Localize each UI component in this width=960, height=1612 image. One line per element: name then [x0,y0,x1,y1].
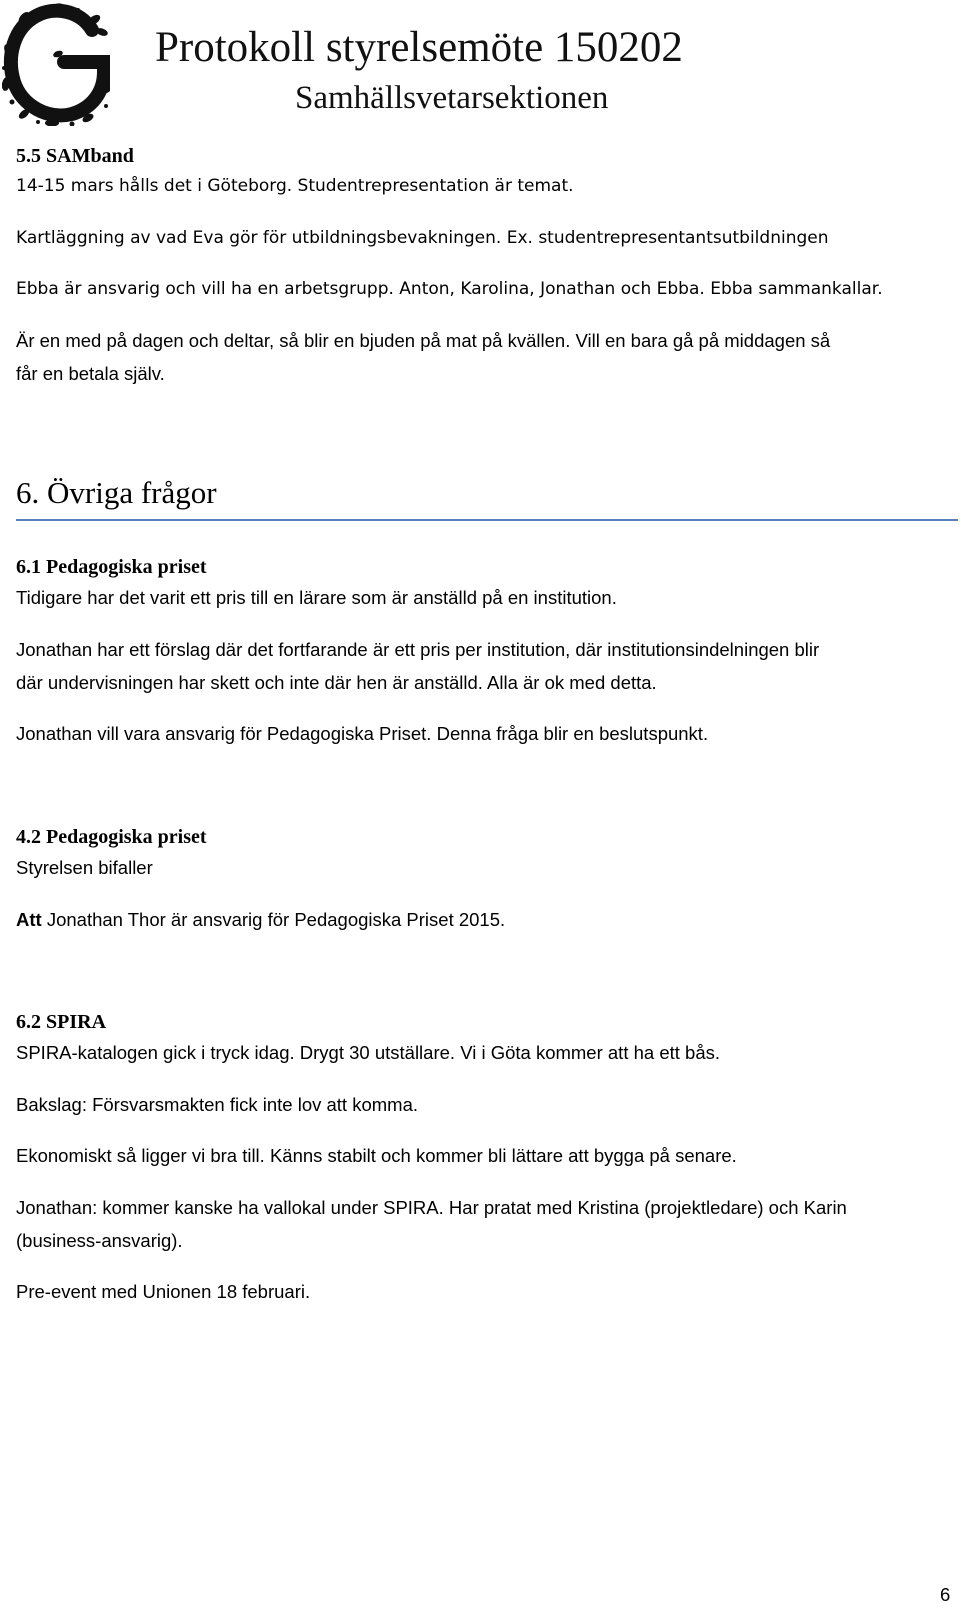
paragraph: Bakslag: Försvarsmakten fick inte lov att komma. [16,1094,418,1115]
floral-g-logo-icon [2,2,110,126]
heading-5-5: 5.5 SAMband [16,145,134,167]
decision-line [16,903,946,936]
document-title: Protokoll styrelsemöte 150202 [155,24,683,71]
heading-4-2: 4.2 Pedagogiska priset [16,826,207,848]
att-keyword: Att [16,909,42,930]
paragraph: Tidigare har det varit ett pris till en lärare som är anställd på en institution. [16,587,617,608]
paragraph: Ekonomiskt så ligger vi bra till. Känns stabilt och kommer bli lättare att bygga på senare. [16,1145,737,1166]
section-divider [16,519,958,521]
paragraph-continued: där undervisningen har skett och inte där hen är anställd. Alla är ok med detta. [16,672,657,693]
paragraph: Kartläggning av vad Eva gör för utbildningsbevakningen. Ex. studentrepresentantsutbildningen [16,228,829,248]
page-number: 6 [940,1584,951,1605]
paragraph: Jonathan har ett förslag där det fortfarande är ett pris per institution, där institutionsindelningen blir [16,639,820,660]
section-heading-6: 6. Övriga frågor [16,475,217,510]
paragraph: Pre-event med Unionen 18 februari. [16,1281,311,1302]
heading-6-2: 6.2 SPIRA [16,1011,107,1033]
document-subtitle: Samhällsvetarsektionen [295,80,609,116]
paragraph-continued: får en betala själv. [16,363,165,384]
paragraph: Ebba är ansvarig och vill ha en arbetsgrupp. Anton, Karolina, Jonathan och Ebba. Ebba sammankallar. [16,279,883,299]
paragraph: 14-15 mars hålls det i Göteborg. Studentrepresentation är temat. [16,176,574,196]
paragraph: Är en med på dagen och deltar, så blir en bjuden på mat på kvällen. Vill en bara gå på middagen så [16,330,831,351]
paragraph: Jonathan vill vara ansvarig för Pedagogiska Priset. Denna fråga blir en beslutspunkt. [16,723,709,744]
paragraph-continued: (business-ansvarig). [16,1230,183,1251]
paragraph: Styrelsen bifaller [16,857,153,878]
heading-6-1: 6.1 Pedagogiska priset [16,556,207,578]
paragraph: Jonathan: kommer kanske ha vallokal under SPIRA. Har pratat med Kristina (projektledare) och Karin [16,1197,847,1218]
paragraph: SPIRA-katalogen gick i tryck idag. Drygt 30 utställare. Vi i Göta kommer att ha ett bås. [16,1042,720,1063]
decision-text: Jonathan Thor är ansvarig för Pedagogiska Priset 2015. [41,909,506,930]
